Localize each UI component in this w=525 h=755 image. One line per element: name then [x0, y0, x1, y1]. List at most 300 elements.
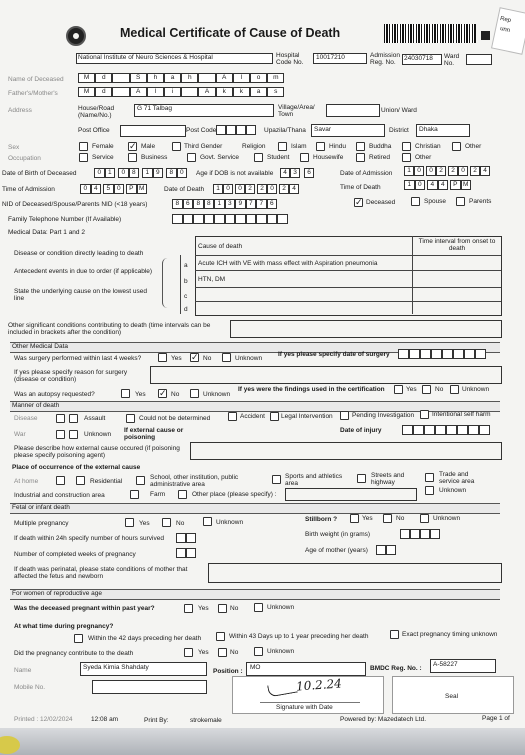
surgery-date-cell	[420, 349, 431, 359]
religion-other-checkbox	[452, 142, 461, 151]
father-char-cell	[112, 87, 129, 97]
fetal-header	[10, 503, 500, 514]
father-label: Father's/Mother's	[8, 90, 58, 97]
occupation-other-label: Other	[415, 154, 432, 161]
dob-cell: 8	[129, 168, 140, 178]
dob-cell: 1	[142, 168, 153, 178]
upazila-label: Upazila/Thana	[264, 127, 306, 134]
address-label: Address	[8, 107, 32, 114]
stamp-text-2: unn	[499, 26, 511, 34]
toa-cell: P	[126, 184, 137, 194]
manner-unknown-label: Unknown	[84, 431, 112, 438]
findings-no-checkbox	[422, 385, 431, 394]
other-medical-label: Other Medical Data	[12, 343, 68, 350]
medical-data-label: Medical Data: Part 1 and 2	[8, 229, 85, 236]
nid-cell: 1	[214, 199, 225, 209]
describe-field	[190, 442, 502, 460]
phone-cell	[277, 214, 288, 224]
pregnant-no-label: No	[230, 605, 239, 612]
trade-checkbox	[425, 473, 434, 482]
birth-weight-cell	[420, 529, 430, 539]
father-char-cell: s	[267, 87, 284, 97]
manner-unknown-checkbox	[69, 430, 78, 439]
pregnant-unknown-checkbox	[254, 603, 263, 612]
surgery-unknown-checkbox	[222, 353, 231, 362]
home-label: At home	[14, 478, 39, 485]
stillborn-unknown-label: Unknown	[433, 515, 461, 522]
age-label: Age if DOB is not available	[196, 170, 274, 177]
nid-cell: 8	[172, 199, 183, 209]
tod-cell: 4	[438, 180, 449, 190]
dob-cell: 8	[166, 168, 177, 178]
injury-date-cell	[468, 425, 479, 435]
deceased-name-label: Name of Deceased	[8, 76, 64, 83]
perinatal-label: If death was perinatal, please state conditions of mother that affected the fetus and newborn	[14, 566, 188, 580]
post-code-label: Post Code	[186, 127, 217, 134]
religion-other-label: Other	[465, 143, 482, 150]
third-gender-checkbox	[172, 142, 181, 151]
mother-age-cell	[386, 545, 396, 555]
age-cell: 6	[304, 168, 314, 178]
surgery-date-cell	[398, 349, 409, 359]
farm-checkbox	[178, 490, 187, 499]
print-by-label: Print By:	[144, 717, 169, 724]
legal-label: Legal Intervention	[281, 413, 333, 420]
age-cell: 4	[280, 168, 290, 178]
emblem-icon	[66, 26, 86, 46]
stillborn-no-checkbox	[383, 514, 392, 523]
post-office-field	[120, 125, 186, 137]
toa-cell: 0	[80, 184, 91, 194]
self-harm-label: Intentional self harm	[432, 411, 491, 418]
hours-cell	[176, 533, 186, 543]
stamp-text-1: Rep	[499, 15, 512, 25]
birth-weight-cell	[430, 529, 440, 539]
mobile-label: Mobile No.	[14, 684, 46, 691]
page-number: Page 1 of	[482, 715, 510, 722]
stillborn-label: Stillborn ?	[305, 516, 338, 523]
hospital-name: National Institute of Neuro Sciences & Hospital	[78, 54, 213, 61]
surgery-no-checkbox	[190, 353, 199, 362]
name-char-cell: M	[78, 73, 95, 83]
name-char-cell: A	[216, 73, 233, 83]
signature-date: 10.2.24	[295, 676, 343, 694]
contribute-no-checkbox	[218, 648, 227, 657]
sex-label: Sex	[8, 144, 20, 151]
doa-cell: 2	[448, 166, 458, 176]
nid-cell: 6	[183, 199, 194, 209]
name-char-cell	[198, 73, 215, 83]
surgery-yes-label: Yes	[171, 355, 182, 362]
stillborn-yes-label: Yes	[362, 515, 373, 522]
position-label: Position :	[213, 668, 243, 675]
multiple-no-label: No	[176, 520, 185, 527]
dob-cell: 0	[94, 168, 105, 178]
phone-cell	[183, 214, 194, 224]
print-by-user: strokemale	[190, 717, 222, 724]
line-c-label: State the underlying cause on the lowest used line	[14, 288, 147, 302]
surgery-date-cell	[464, 349, 475, 359]
cause-letter-b: b	[184, 278, 188, 285]
service-checkbox	[79, 153, 88, 162]
female-checkbox	[79, 142, 88, 151]
surgery-no-label: No	[203, 355, 212, 362]
legal-checkbox	[270, 412, 279, 421]
toa-cell: 0	[114, 184, 125, 194]
hours-label: If death within 24h specify number of hours survived	[14, 535, 164, 542]
autopsy-findings-label: If yes were the findings used in the certification	[238, 386, 385, 393]
dob-cell: 0	[118, 168, 129, 178]
farm-label: Farm	[150, 491, 166, 498]
bmdc-label: BMDC Reg. No. :	[370, 665, 422, 672]
nid-label: NID of Deceased/Spouse/Parents NID (<18 years)	[2, 201, 148, 208]
disease-checkbox	[56, 414, 65, 423]
cause-b: HTN, DM	[198, 276, 226, 283]
within-42-checkbox	[74, 634, 83, 643]
pregnant-question: Was the deceased pregnant within past year?	[14, 605, 155, 612]
toa-cell: 4	[91, 184, 102, 194]
stillborn-yes-checkbox	[350, 514, 359, 523]
spouse-checkbox	[411, 197, 420, 206]
surgery-unknown-label: Unknown	[235, 355, 263, 362]
streets-label: Streets and highway	[371, 472, 405, 486]
doa-cell: 2	[470, 166, 480, 176]
doa-cell: 0	[426, 166, 436, 176]
father-char-cell: a	[250, 87, 267, 97]
cause-a: Acute ICH with VE with mass effect with Aspiration pneumonia	[198, 260, 378, 267]
deceased-option: Deceased	[366, 199, 396, 206]
housewife-checkbox	[300, 153, 309, 162]
surgery-yes-checkbox	[158, 353, 167, 362]
doa-cell: 4	[480, 166, 490, 176]
multiple-yes-label: Yes	[139, 520, 150, 527]
post-office-label: Post Office	[78, 127, 110, 134]
phone-label: Family Telephone Number (If Available)	[8, 216, 122, 223]
buddha-label: Buddha	[369, 143, 392, 150]
phone-cell	[235, 214, 246, 224]
parents-option: Parents	[469, 198, 492, 205]
birth-weight-cell	[400, 529, 410, 539]
nid-cell: 9	[235, 199, 246, 209]
contribute-yes-label: Yes	[198, 649, 209, 656]
surgery-date-cell	[442, 349, 453, 359]
findings-no-label: No	[435, 386, 444, 393]
autopsy-yes-label: Yes	[135, 391, 146, 398]
islam-label: Islam	[291, 143, 307, 150]
doa-cell: 0	[458, 166, 468, 176]
place-label: Place of occurrence of the external cause	[12, 464, 141, 471]
within-43-checkbox	[216, 632, 225, 641]
line-b-label: Antecedent events in due to order (if applicable)	[14, 268, 153, 275]
govt-service-label: Govt. Service	[200, 154, 240, 161]
injury-date-cell	[457, 425, 468, 435]
sports-checkbox	[272, 475, 281, 484]
position: MO	[250, 664, 261, 671]
dob-cell: 1	[105, 168, 116, 178]
service-label: Service	[92, 154, 114, 161]
interval-column-header: Time interval from onset to death	[418, 238, 496, 252]
tod-cell: 0	[415, 180, 426, 190]
hospital-code-label: Hospital Code No.	[276, 52, 304, 66]
dod-cell: 2	[279, 184, 289, 194]
part2-label: Other significant conditions contributing to death (time intervals can be included in brackets after the condition)	[8, 322, 211, 336]
accident-label: Accident	[240, 413, 265, 420]
contribute-question: Did the pregnancy contribute to the death	[14, 650, 134, 657]
pregnant-no-checkbox	[218, 604, 227, 613]
pregnant-yes-checkbox	[184, 604, 193, 613]
phone-cell	[214, 214, 225, 224]
birth-weight-label: Birth weight (in grams)	[305, 531, 371, 538]
district-label: District	[389, 127, 409, 134]
weeks-cell	[186, 548, 196, 558]
within-43-label: Within 43 Days up to 1 year preceding her death	[229, 633, 369, 640]
place-unknown-label: Unknown	[439, 487, 467, 494]
father-char-cell: d	[95, 87, 112, 97]
nid-cell: 7	[256, 199, 267, 209]
phone-cell	[204, 214, 215, 224]
tod-label: Time of Death	[340, 184, 381, 191]
housewife-label: Housewife	[313, 154, 344, 161]
other-place-field	[285, 488, 417, 501]
hospital-code: 10017210	[316, 54, 345, 61]
surgery-reason-field	[150, 366, 502, 384]
spouse-option: Spouse	[424, 198, 447, 205]
accident-checkbox	[228, 412, 237, 421]
father-char-cell: A	[130, 87, 147, 97]
cause-letter-c: c	[184, 293, 188, 300]
industrial-checkbox	[130, 490, 139, 499]
doa-cell: 2	[436, 166, 446, 176]
ward-field	[466, 54, 492, 65]
deceased-checkbox	[354, 198, 363, 207]
signature-label: Signature with Date	[276, 704, 333, 711]
fetal-label: Fetal or infant death	[12, 504, 70, 511]
parents-checkbox	[456, 197, 465, 206]
powered-by: Powered by: Mazedatech Ltd.	[340, 716, 426, 723]
findings-unknown-checkbox	[450, 385, 459, 394]
phone-cell	[256, 214, 267, 224]
third-gender-label: Third Gender	[184, 143, 223, 150]
student-label: Student	[267, 154, 290, 161]
father-char-cell: k	[216, 87, 233, 97]
occupation-label: Occupation	[8, 155, 41, 162]
mother-age-label: Age of mother (years)	[305, 547, 368, 554]
christian-checkbox	[402, 142, 411, 151]
qr-icon	[481, 31, 490, 40]
surgery-date-label: If yes please specify date of surgery	[278, 351, 390, 358]
surgery-date-cell	[409, 349, 420, 359]
dob-cell: 9	[153, 168, 164, 178]
district: Dhaka	[419, 126, 438, 133]
cause-column-header: Cause of death	[198, 243, 243, 250]
exact-unknown-label: Exact pregnancy timing unknown	[402, 631, 498, 638]
name-char-cell: o	[250, 73, 267, 83]
not-determined-label: Could not be determined	[139, 415, 211, 422]
name-char-cell	[112, 73, 129, 83]
war-label: War	[14, 431, 26, 438]
table-surface	[0, 728, 525, 755]
injury-date-cell	[424, 425, 435, 435]
autopsy-unknown-checkbox	[190, 389, 199, 398]
trade-label: Trade and service area	[439, 471, 475, 485]
father-char-cell: l	[147, 87, 164, 97]
father-char-cell: A	[198, 87, 215, 97]
autopsy-yes-checkbox	[121, 389, 130, 398]
findings-yes-label: Yes	[406, 386, 417, 393]
barcode	[384, 24, 476, 43]
dod-cell: 1	[213, 184, 223, 194]
admission-reg-no: 24030718	[404, 55, 433, 62]
nid-cell: 6	[267, 199, 278, 209]
tod-cell: 4	[427, 180, 438, 190]
mobile-field	[92, 680, 207, 694]
manner-label: Manner of death	[12, 402, 60, 409]
dod-cell: 0	[223, 184, 233, 194]
printed-time: 12:08 am	[91, 716, 119, 723]
exact-unknown-checkbox	[390, 630, 399, 639]
weeks-label: Number of completed weeks of pregnancy	[14, 551, 136, 558]
bracket-icon	[162, 258, 173, 308]
injury-date-cell	[435, 425, 446, 435]
stillborn-no-label: No	[396, 515, 405, 522]
surgery-date-cell	[475, 349, 486, 359]
dob-cell: 0	[177, 168, 188, 178]
assault-checkbox	[69, 414, 78, 423]
phone-cell	[225, 214, 236, 224]
post-code-cell	[226, 125, 236, 135]
seal-label: Seal	[445, 693, 459, 700]
doa-label: Date of Admission	[340, 170, 393, 177]
phone-cell	[246, 214, 257, 224]
surgery-reason-label: If yes please specify reason for surgery (disease or condition)	[14, 369, 128, 383]
father-char-cell	[181, 87, 198, 97]
govt-service-checkbox	[187, 153, 196, 162]
autopsy-no-checkbox	[158, 389, 167, 398]
toa-cell: M	[137, 184, 148, 194]
religion-label: Religion	[242, 143, 266, 150]
disease-label: Disease	[14, 415, 38, 422]
retired-label: Retired	[369, 154, 390, 161]
findings-unknown-label: Unknown	[462, 386, 490, 393]
tod-cell: M	[461, 180, 472, 190]
bmdc-no: A-58227	[433, 661, 458, 668]
pregnancy-time-question: At what time during pregnancy?	[14, 623, 114, 630]
student-checkbox	[254, 153, 263, 162]
name-char-cell: d	[95, 73, 112, 83]
phone-cell	[193, 214, 204, 224]
pregnant-yes-label: Yes	[198, 605, 209, 612]
certificate-title: Medical Certificate of Cause of Death	[120, 26, 341, 40]
tod-cell: 1	[404, 180, 415, 190]
name-char-cell: S	[130, 73, 147, 83]
upazila: Savar	[314, 126, 331, 133]
birth-weight-cell	[410, 529, 420, 539]
union-label: Union/ Ward	[381, 107, 417, 114]
cause-letter-a: a	[184, 262, 188, 269]
house-road-label: House/Road (Name/No.)	[78, 105, 115, 119]
multiple-label: Multiple pregnancy	[14, 520, 69, 527]
toa-label: Time of Admission	[2, 186, 55, 193]
name-char-cell: a	[164, 73, 181, 83]
post-code-cell	[246, 125, 256, 135]
autopsy-no-label: No	[171, 391, 180, 398]
father-char-cell: i	[164, 87, 181, 97]
ext-cause-label: If external cause or poisoning	[124, 427, 184, 441]
post-code-cell	[236, 125, 246, 135]
printed-date: Printed : 12/02/2024	[14, 716, 73, 723]
industrial-label: Industrial and construction area	[14, 492, 105, 499]
nid-cell: 8	[204, 199, 215, 209]
place-unknown-checkbox	[425, 486, 434, 495]
certifier-name-label: Name	[14, 667, 32, 674]
injury-date-cell	[413, 425, 424, 435]
post-code-cell	[216, 125, 226, 135]
sports-label: Sports and athletics area	[285, 473, 343, 487]
name-char-cell: l	[233, 73, 250, 83]
name-char-cell: h	[181, 73, 198, 83]
toa-cell: 5	[103, 184, 114, 194]
dod-label: Date of Death	[164, 186, 205, 193]
phone-cell	[172, 214, 183, 224]
business-label: Business	[141, 154, 168, 161]
home-checkbox	[56, 476, 65, 485]
pending-label: Pending Investigation	[352, 412, 415, 419]
pregnant-unknown-label: Unknown	[267, 604, 295, 611]
dod-cell: 2	[245, 184, 255, 194]
reproductive-label: For women of reproductive age	[12, 590, 102, 597]
name-char-cell: h	[147, 73, 164, 83]
father-char-cell: M	[78, 87, 95, 97]
female-label: Female	[92, 143, 114, 150]
ward-label: Ward No.	[444, 53, 460, 67]
hours-cell	[186, 533, 196, 543]
hindu-checkbox	[316, 142, 325, 151]
self-harm-checkbox	[420, 410, 429, 419]
assault-label: Assault	[84, 415, 106, 422]
surgery-date-cell	[431, 349, 442, 359]
nid-cell: 7	[246, 199, 257, 209]
pending-checkbox	[340, 411, 349, 420]
dod-cell: 2	[257, 184, 267, 194]
christian-label: Christian	[415, 143, 441, 150]
weeks-cell	[176, 548, 186, 558]
doa-cell: 1	[404, 166, 414, 176]
certifier-name: Syeda Kimia Shahdaty	[83, 664, 149, 671]
buddha-checkbox	[356, 142, 365, 151]
injury-date-cell	[446, 425, 457, 435]
mother-age-cell	[376, 545, 386, 555]
occupation-other-checkbox	[402, 153, 411, 162]
not-determined-checkbox	[126, 414, 135, 423]
other-place-label: Other place (please specify) :	[192, 491, 277, 498]
islam-checkbox	[278, 142, 287, 151]
stillborn-unknown-checkbox	[420, 514, 429, 523]
hindu-label: Hindu	[329, 143, 346, 150]
nid-cell: 8	[193, 199, 204, 209]
streets-checkbox	[357, 474, 366, 483]
findings-yes-checkbox	[394, 385, 403, 394]
contribute-unknown-checkbox	[254, 647, 263, 656]
father-char-cell: k	[233, 87, 250, 97]
residential-label: Residential	[90, 478, 123, 485]
surgery-question: Was surgery performed within last 4 weeks?	[14, 355, 142, 362]
male-checkbox	[128, 142, 137, 151]
retired-checkbox	[356, 153, 365, 162]
part2-field	[230, 320, 502, 338]
house-road: G 71 Talbag	[137, 105, 172, 112]
multiple-unknown-checkbox	[203, 517, 212, 526]
village-field	[326, 104, 380, 117]
